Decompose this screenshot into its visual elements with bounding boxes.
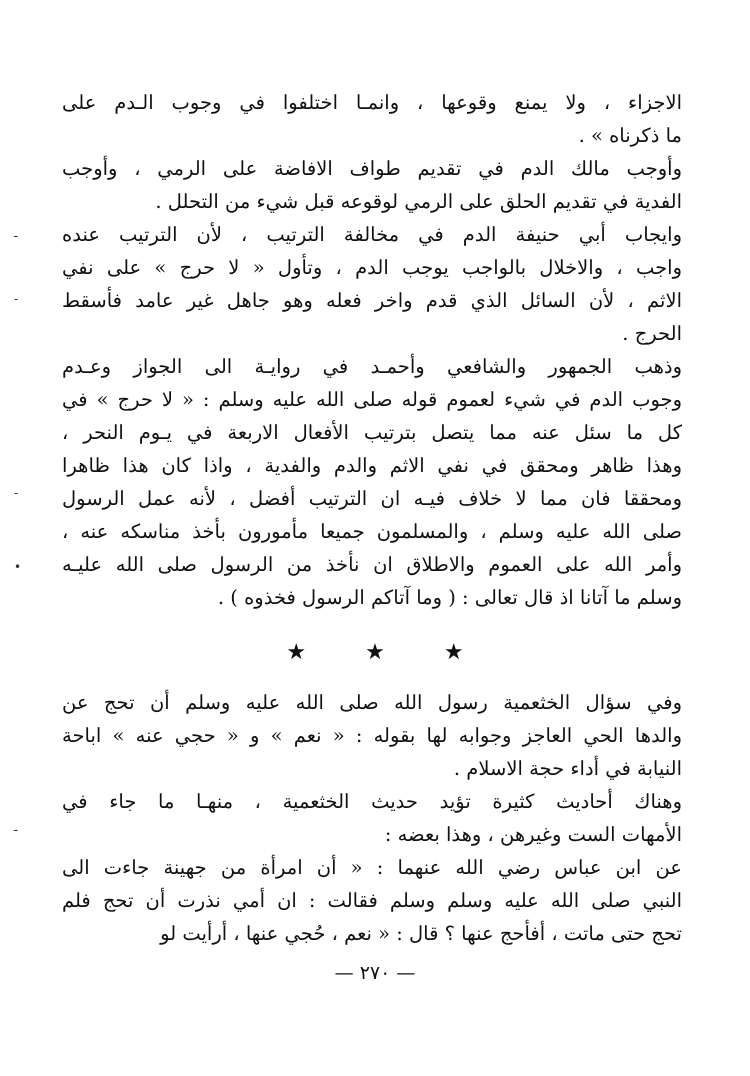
text-line: ما ذكرناه » . <box>578 124 682 147</box>
text-line: النيابة في أداء حجة الاسلام . <box>453 757 682 780</box>
text-line: وفي سؤال الخثعمية رسول الله صلى الله عليه وسلم أن تحج عن <box>62 691 682 714</box>
text-line: صلى الله عليه وسلم ، والمسلمون جميعا مأمورون بأخذ مناسكه عنه ، <box>62 520 682 543</box>
section-1-paragraphs <box>62 86 682 614</box>
text-line: وأمر الله على العموم والاطلاق ان نأخذ من الرسول صلى الله عليـه <box>62 553 682 576</box>
margin-mark: - <box>14 486 19 500</box>
page-number: — ٢٧٠ — <box>334 962 416 984</box>
text-line: واجب ، والاخلال بالواجب يوجب الدم ، وتأول « لا حرج » على نفي <box>62 256 682 279</box>
text-line: وجوب الدم في شيء لعموم قوله صلى الله عليه وسلم : « لا حرج » في <box>62 388 682 411</box>
text-line: وذهب الجمهور والشافعي وأحمـد في روايـة الى الجواز وعـدم <box>62 355 682 378</box>
text-line: عن ابن عباس رضي الله عنهما : « أن امرأة من جهينة جاءت الى <box>62 856 682 879</box>
text-line: والدها الحي العاجز وجوابه لها بقوله : « نعم » و « حجي عنه » اباحة <box>62 724 682 747</box>
margin-mark: • <box>14 560 22 574</box>
text-line: وهناك أحاديث كثيرة تؤيد حديث الخثعمية ، منهـا ما جاء في <box>62 790 682 813</box>
star-icon: ★ <box>365 640 385 665</box>
text-line: الاجزاء ، ولا يمنع وقوعها ، وانمـا اختلفوا في وجوب الـدم على <box>62 91 682 114</box>
margin-mark: ـ <box>14 820 18 834</box>
star-separator <box>0 640 750 665</box>
main-text-block <box>62 86 682 614</box>
text-line: الاثم ، لأن السائل الذي قدم واخر فعله وهو جاهل غير عامد فأسقط <box>62 289 682 312</box>
text-line: وايجاب أبي حنيفة الدم في مخالفة الترتيب ، لأن الترتيب عنده <box>62 223 682 246</box>
text-line: وأوجب مالك الدم في تقديم طواف الافاضة على الرمي ، وأوجب <box>62 157 682 180</box>
section-2-paragraphs <box>62 686 682 950</box>
star-icon: ★ <box>286 640 307 665</box>
margin-mark: ـ <box>14 226 18 240</box>
margin-mark: - <box>14 292 19 306</box>
text-line: الفدية في تقديم الحلق على الرمي لوقوعه قبل شيء من التحلل . <box>155 190 682 213</box>
text-line: وسلم ما آتانا اذ قال تعالى : ( وما آتاكم الرسول فخذوه ) . <box>217 586 682 609</box>
text-line: الحرج . <box>622 322 682 345</box>
text-line: تحج حتى ماتت ، أفأحج عنها ؟ قال : « نعم ، حُجي عنها ، أرأيت لو <box>160 922 682 945</box>
text-line: النبي صلى الله عليه وسلم وسلم فقالت : ان أمي نذرت أن تحج فلم <box>62 889 682 912</box>
text-line: ومحققا فان مما لا خلاف فيـه ان الترتيب أفضل ، لأنه عمل الرسول <box>62 487 682 510</box>
section-2-text-block <box>62 686 682 950</box>
text-line: وهذا ظاهر ومحقق في نفي الاثم والدم والفدية ، واذا كان هذا ظاهرا <box>62 454 682 477</box>
star-icon: ★ <box>443 640 464 665</box>
text-line: الأمهات الست وغيرهن ، وهذا بعضه : <box>384 823 682 846</box>
text-line: كل ما سئل عنه مما يتصل بترتيب الأفعال الاربعة في يـوم النحر ، <box>62 421 682 444</box>
